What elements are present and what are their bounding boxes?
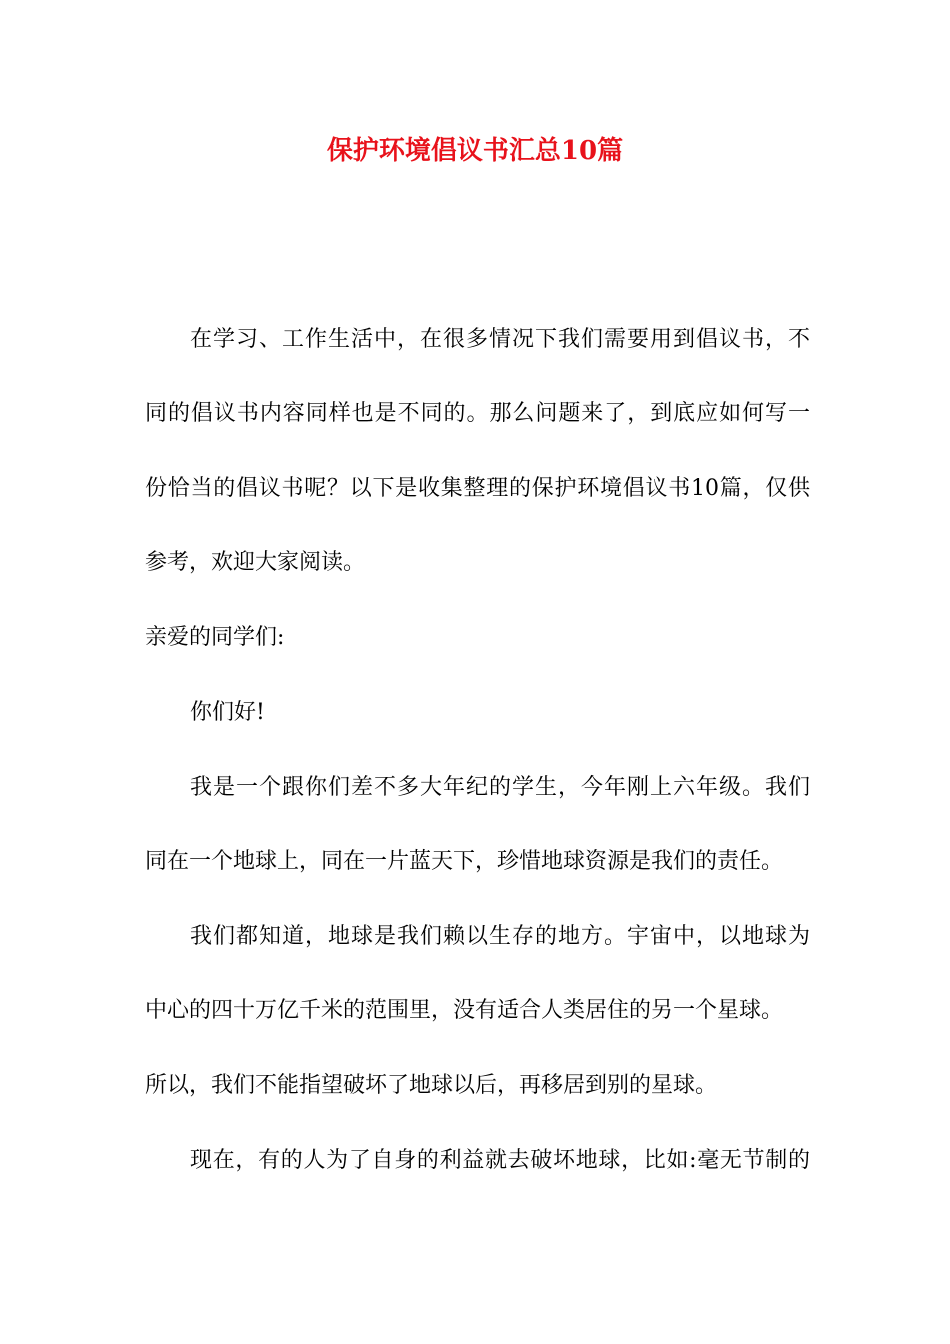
paragraph-line: 现在，有的人为了自身的利益就去破坏地球，比如:毫无节制的 [190,1148,810,1173]
paragraph-line: 同的倡议书内容同样也是不同的。那么问题来了，到底应如何写一 [145,401,810,426]
greeting: 你们好! [190,700,265,725]
document-title: 保护环境倡议书汇总10篇 [326,136,624,166]
paragraph-line: 同在一个地球上，同在一片蓝天下，珍惜地球资源是我们的责任。 [145,849,784,874]
paragraph-line: 份恰当的倡议书呢？以下是收集整理的保护环境倡议书10篇，仅供 [145,476,810,501]
paragraph-line: 在学习、工作生活中，在很多情况下我们需要用到倡议书，不 [190,327,810,352]
salutation: 亲爱的同学们: [145,625,285,650]
paragraph-line: 参考，欢迎大家阅读。 [145,550,366,575]
paragraph-line: 我是一个跟你们差不多大年纪的学生，今年刚上六年级。我们 [190,775,810,800]
paragraph-line: 我们都知道，地球是我们赖以生存的地方。宇宙中，以地球为 [190,924,810,949]
paragraph-line: 所以，我们不能指望破坏了地球以后，再移居到别的星球。 [145,1073,718,1098]
paragraph-line: 中心的四十万亿千米的范围里，没有适合人类居住的另一个星球。 [145,998,784,1023]
